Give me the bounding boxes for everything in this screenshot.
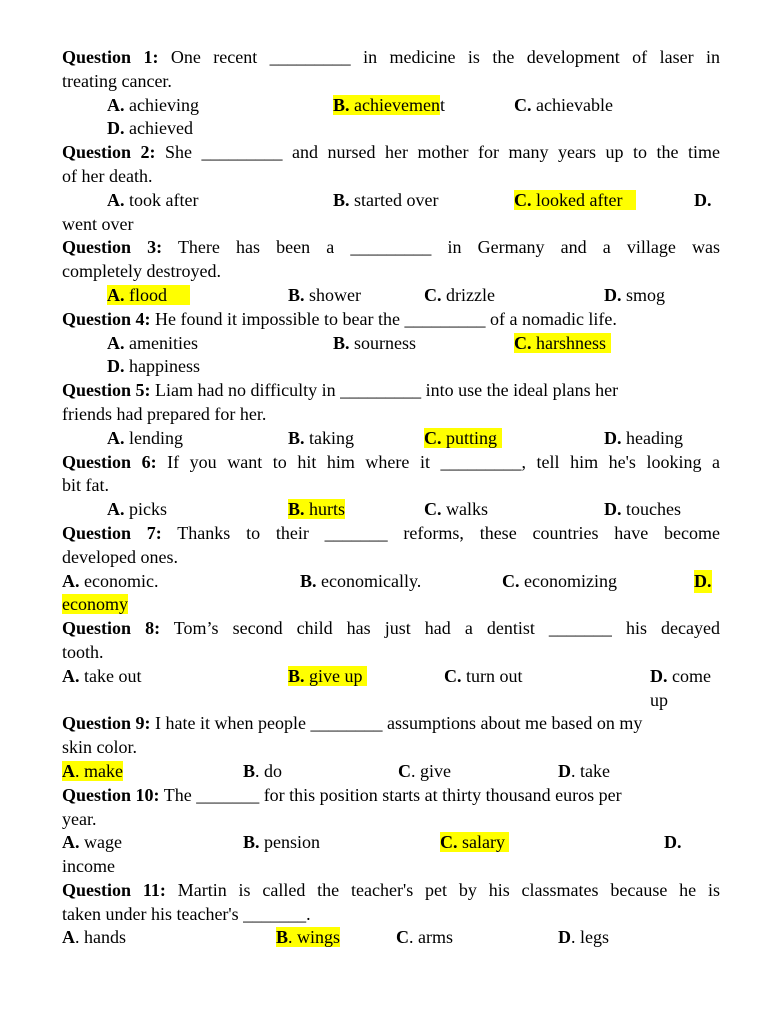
option-letter: A.	[62, 665, 80, 686]
option-letter: A.	[107, 427, 125, 448]
option-text: economically.	[321, 570, 422, 591]
question-5-option-a	[107, 427, 183, 451]
option-letter: C.	[514, 332, 532, 353]
question-2-option-d-letter: D.	[694, 189, 712, 210]
option-text: do	[264, 760, 283, 781]
option-dot: .	[255, 760, 260, 781]
option-text: economizing	[524, 570, 617, 591]
question-5-option-c-answer	[424, 427, 502, 451]
question-3-label: Question 3:	[62, 237, 163, 258]
option-letter: D	[558, 927, 571, 948]
option-letter: B	[243, 760, 256, 781]
question-4-option-a	[107, 332, 198, 356]
option-text: amenities	[129, 332, 198, 353]
question-11-stem-line-2	[62, 903, 720, 927]
option-letter: A.	[62, 832, 80, 853]
question-3-stem: There has been a _________ in Germany and a village was	[177, 237, 720, 258]
question-1-option-d	[107, 117, 193, 141]
question-8-stem: Tom’s second child has just had a dentist _______ his decayed	[173, 618, 720, 639]
option-text: hands	[84, 927, 126, 948]
question-5-stem-cont: friends had prepared for her.	[62, 403, 267, 424]
question-8-stem-line-2	[62, 641, 720, 665]
option-letter: D.	[604, 427, 622, 448]
question-4-stem-line-1	[62, 308, 720, 332]
question-10-option-d-text: income	[62, 856, 115, 877]
option-text: economic.	[84, 570, 159, 591]
option-letter: A.	[62, 570, 80, 591]
question-10-option-b	[243, 831, 320, 855]
question-7-option-d-text-answer: economy	[62, 594, 128, 615]
question-4-option-b	[333, 332, 416, 356]
question-2-stem: She _________ and nursed her mother for many years up to the time	[165, 142, 720, 163]
question-6-option-a	[107, 498, 167, 522]
question-9-stem: I hate it when people ________ assumptions about me based on my	[155, 713, 643, 734]
question-10-stem-line-1	[62, 784, 720, 808]
option-text: achievable	[536, 94, 613, 115]
question-8-label: Question 8:	[62, 618, 161, 639]
question-7-options-row-2	[62, 593, 720, 617]
option-text: achieved	[129, 118, 193, 139]
option-text: take out	[84, 665, 142, 686]
option-letter: D.	[107, 356, 125, 377]
option-text: hurts	[309, 499, 346, 520]
question-1-options-row-1	[62, 94, 720, 118]
option-text: smog	[626, 284, 666, 305]
question-9-stem-line-2	[62, 736, 720, 760]
option-letter: C.	[440, 832, 458, 853]
question-8-options-row-2-spacer	[62, 689, 720, 713]
question-10-stem: The _______ for this position starts at thirty thousand euros per	[163, 784, 622, 805]
question-5-options-row	[62, 427, 720, 451]
question-6-option-d	[604, 498, 681, 522]
option-letter: D	[558, 760, 571, 781]
question-9-stem-cont: skin color.	[62, 737, 137, 758]
question-11-option-a	[62, 926, 126, 950]
question-7-stem-line-2	[62, 546, 720, 570]
option-letter: C	[398, 760, 411, 781]
question-1-option-b-answer	[333, 94, 445, 118]
option-letter: B.	[333, 94, 350, 115]
question-11-stem-line-1	[62, 879, 720, 903]
question-11-label: Question 11:	[62, 879, 166, 900]
question-1-options-row-2	[62, 117, 720, 141]
question-2-options-row-1	[62, 189, 720, 213]
question-6-options-row	[62, 498, 720, 522]
option-letter: C.	[424, 499, 442, 520]
question-3-option-a-answer	[107, 284, 190, 308]
option-letter: D.	[604, 499, 622, 520]
option-dot: .	[75, 760, 80, 781]
question-10-options-row-1	[62, 831, 720, 855]
option-text: took after	[129, 189, 199, 210]
question-4-option-d	[107, 355, 200, 379]
question-10-options-row-2	[62, 855, 720, 879]
question-9-option-a-answer	[62, 760, 123, 784]
question-5-stem: Liam had no difficulty in _________ into use the ideal plans her	[155, 380, 619, 401]
option-dot: .	[288, 927, 293, 948]
question-2-label: Question 2:	[62, 142, 156, 163]
question-7-option-a	[62, 570, 158, 594]
option-dot: .	[571, 760, 576, 781]
question-1-stem-cont: treating cancer.	[62, 70, 172, 91]
option-text: shower	[309, 284, 362, 305]
question-2-stem-cont: of her death.	[62, 165, 153, 186]
question-5-option-b	[288, 427, 354, 451]
question-10-label: Question 10:	[62, 784, 160, 805]
question-6-stem-cont: bit fat.	[62, 475, 109, 496]
option-text: drizzle	[446, 284, 495, 305]
question-3-stem-line-1	[62, 236, 720, 260]
question-9-option-d	[558, 760, 610, 784]
question-7-stem: Thanks to their _______ reforms, these countries have become	[177, 522, 720, 543]
question-6-option-c	[424, 498, 488, 522]
question-8-option-a	[62, 665, 141, 689]
option-text-tail: t	[439, 94, 445, 115]
question-3-option-c	[424, 284, 495, 308]
option-letter: B.	[288, 499, 305, 520]
question-1-option-a	[107, 94, 199, 118]
option-letter: C.	[424, 284, 442, 305]
question-10-option-c-answer	[440, 831, 509, 855]
question-4-label: Question 4:	[62, 308, 151, 329]
question-9-option-c	[398, 760, 451, 784]
document-page	[62, 46, 720, 950]
option-dot: .	[571, 927, 576, 948]
question-1-stem-line-2	[62, 70, 720, 94]
question-10-option-a	[62, 831, 122, 855]
question-1-stem: One recent _________ in medicine is the development of laser in	[170, 47, 720, 67]
question-9-option-b	[243, 760, 282, 784]
question-10-option-d-letter: D.	[664, 832, 682, 853]
question-8-options-row-1	[62, 665, 720, 710]
option-letter: C.	[514, 189, 532, 210]
option-text: legs	[580, 927, 609, 948]
question-8-option-b-answer	[288, 665, 367, 689]
option-text: walks	[446, 499, 488, 520]
option-text: looked after	[536, 189, 623, 210]
option-text: harshness	[536, 332, 606, 353]
question-4-options-row-1	[62, 332, 720, 356]
question-1-label: Question 1:	[62, 47, 159, 67]
question-11-option-c	[396, 926, 453, 950]
question-7-stem-cont: developed ones.	[62, 546, 178, 567]
option-text: wage	[84, 832, 122, 853]
option-letter: D.	[107, 118, 125, 139]
option-text: give	[420, 760, 451, 781]
option-letter: A.	[107, 284, 125, 305]
option-text: started over	[354, 189, 439, 210]
question-5-stem-line-1	[62, 379, 720, 403]
option-text: turn out	[466, 665, 523, 686]
option-text: achieving	[129, 94, 199, 115]
question-1-stem-line-1	[62, 46, 720, 70]
option-text: salary	[462, 832, 505, 853]
question-11-option-d	[558, 926, 609, 950]
option-letter: A.	[107, 189, 125, 210]
option-letter: B.	[333, 332, 350, 353]
question-2-stem-line-1	[62, 141, 720, 165]
question-11-stem-cont: taken under his teacher's _______.	[62, 903, 311, 924]
option-letter: C.	[514, 94, 532, 115]
question-2-option-c-answer	[514, 189, 636, 213]
option-letter: B.	[243, 832, 260, 853]
option-letter: B	[276, 927, 289, 948]
question-7-option-b	[300, 570, 421, 594]
option-text: come up	[650, 665, 711, 710]
question-6-stem-line-1	[62, 451, 720, 475]
option-dot: .	[409, 927, 414, 948]
question-10-stem-cont: year.	[62, 808, 97, 829]
question-6-option-b-answer	[288, 498, 345, 522]
option-text: arms	[418, 927, 453, 948]
option-text: happiness	[129, 356, 200, 377]
question-9-label: Question 9:	[62, 713, 151, 734]
question-7-option-d-letter-answer: D.	[694, 570, 712, 594]
question-6-label: Question 6:	[62, 451, 157, 472]
option-letter: B.	[333, 189, 350, 210]
question-5-option-d	[604, 427, 683, 451]
option-dot: .	[411, 760, 416, 781]
option-text: sourness	[354, 332, 417, 353]
question-3-options-row	[62, 284, 720, 308]
option-text: picks	[129, 499, 167, 520]
option-letter: B.	[288, 427, 305, 448]
option-letter: A.	[107, 94, 125, 115]
question-3-stem-cont: completely destroyed.	[62, 261, 221, 282]
question-9-stem-line-1	[62, 712, 720, 736]
question-3-option-b	[288, 284, 361, 308]
question-10-stem-line-2	[62, 808, 720, 832]
option-text: putting	[446, 427, 498, 448]
option-letter: A	[62, 927, 75, 948]
question-11-options-row	[62, 926, 720, 950]
question-2-stem-line-2	[62, 165, 720, 189]
question-7-option-c	[502, 570, 617, 594]
option-text: take	[580, 760, 610, 781]
question-1-option-c	[514, 94, 613, 118]
option-text: touches	[626, 499, 681, 520]
question-8-stem-cont: tooth.	[62, 641, 104, 662]
option-letter: A	[62, 760, 75, 781]
option-text: make	[84, 760, 123, 781]
question-4-stem: He found it impossible to bear the _________ of a nomadic life.	[155, 308, 617, 329]
option-letter: B.	[300, 570, 317, 591]
question-4-option-c-answer	[514, 332, 611, 356]
question-5-label: Question 5:	[62, 380, 151, 401]
option-letter: A.	[107, 332, 125, 353]
option-text: heading	[626, 427, 683, 448]
question-6-stem: If you want to hit him where it _________, tell him he's looking a	[167, 451, 720, 472]
question-3-option-d	[604, 284, 665, 308]
option-letter: D.	[604, 284, 622, 305]
question-8-option-c	[444, 665, 523, 689]
option-text: give up	[309, 665, 363, 686]
question-7-options-row-1	[62, 570, 720, 594]
option-dot: .	[75, 927, 80, 948]
question-11-option-b-answer	[276, 926, 340, 950]
question-8-stem-line-1	[62, 617, 720, 641]
question-9-options-row	[62, 760, 720, 784]
question-4-options-row-2	[62, 355, 720, 379]
option-text: wings	[297, 927, 341, 948]
option-letter: D.	[650, 665, 668, 686]
question-11-stem: Martin is called the teacher's pet by his classmates because he is	[177, 879, 721, 900]
option-letter: C	[396, 927, 409, 948]
option-letter: B.	[288, 284, 305, 305]
question-2-options-row-2	[62, 213, 720, 237]
question-7-stem-line-1	[62, 522, 720, 546]
question-6-stem-line-2	[62, 474, 720, 498]
option-letter: B.	[288, 665, 305, 686]
option-letter: C.	[502, 570, 520, 591]
option-text: pension	[264, 832, 321, 853]
option-letter: C.	[444, 665, 462, 686]
question-2-option-a	[107, 189, 198, 213]
question-2-option-b	[333, 189, 438, 213]
option-letter: C.	[424, 427, 442, 448]
option-text: taking	[309, 427, 355, 448]
option-text: flood	[129, 284, 167, 305]
question-7-label: Question 7:	[62, 522, 162, 543]
option-letter: A.	[107, 499, 125, 520]
option-text: achievemen	[354, 94, 440, 115]
question-3-stem-line-2	[62, 260, 720, 284]
question-2-option-d-text: went over	[62, 213, 134, 234]
question-5-stem-line-2	[62, 403, 720, 427]
option-text: lending	[129, 427, 183, 448]
